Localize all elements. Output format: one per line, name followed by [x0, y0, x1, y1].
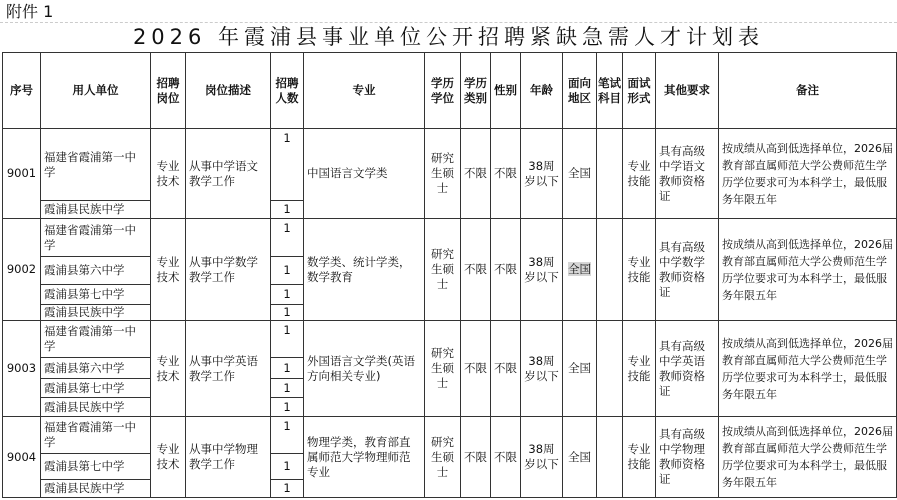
unit-cell: 霞浦县第七中学: [41, 379, 151, 398]
major-cell: 数学类、统计学类，数学教育: [304, 219, 425, 321]
age-cell: 38周岁以下: [521, 321, 563, 417]
unit-cell: 霞浦县第七中学: [41, 285, 151, 305]
attachment-label: 附件 1: [6, 2, 54, 21]
count-cell: 1: [271, 417, 304, 454]
exam-cell: [597, 219, 623, 321]
unit-cell: 霞浦县民族中学: [41, 305, 151, 321]
remark-cell: 按成绩从高到低选择单位，2026届教育部直属师范大学公费师范生学历学位要求可为本科学士，最低服务年限五年: [719, 219, 897, 321]
header-gender: 性别: [491, 53, 521, 129]
count-cell: 1: [271, 398, 304, 417]
unit-cell: 霞浦县民族中学: [41, 398, 151, 417]
header-interview: 面试形式: [623, 53, 656, 129]
count-cell: 1: [271, 379, 304, 398]
header-count: 招聘人数: [271, 53, 304, 129]
post-cell: 专业技术: [151, 321, 186, 417]
gender-cell: 不限: [491, 219, 521, 321]
degree-cell: 研究生硕士: [425, 321, 461, 417]
count-cell: 1: [271, 358, 304, 379]
page-title: 2026 年霞浦县事业单位公开招聘紧缺急需人才计划表: [132, 25, 765, 49]
count-cell: 1: [271, 454, 304, 480]
interview-cell: 专业技能: [623, 219, 656, 321]
header-seq: 序号: [3, 53, 41, 129]
unit-cell: 霞浦县第六中学: [41, 257, 151, 285]
post-cell: 专业技术: [151, 129, 186, 219]
region-cell: 全国: [563, 129, 597, 219]
other-cell: 具有高级中学英语教师资格证: [656, 321, 719, 417]
exam-cell: [597, 321, 623, 417]
major-cell: 物理学类，教育部直属师范大学物理师范专业: [304, 417, 425, 498]
count-cell: 1: [271, 305, 304, 321]
unit-cell: 霞浦县第六中学: [41, 358, 151, 379]
remark-cell: 按成绩从高到低选择单位，2026届教育部直属师范大学公费师范生学历学位要求可为本科学士，最低服务年限五年: [719, 129, 897, 219]
degree-cell: 研究生硕士: [425, 417, 461, 498]
age-cell: 38周岁以下: [521, 417, 563, 498]
degree-cell: 研究生硕士: [425, 219, 461, 321]
edu-type-cell: 不限: [461, 321, 491, 417]
header-major: 专业: [304, 53, 425, 129]
post-cell: 专业技术: [151, 219, 186, 321]
recruitment-table: [2, 52, 897, 498]
count-cell: 1: [271, 201, 304, 219]
region-cell: 全国: [563, 321, 597, 417]
region-cell: [563, 219, 597, 321]
unit-cell: 福建省霞浦第一中学: [41, 219, 151, 257]
interview-cell: 专业技能: [623, 321, 656, 417]
header-other: 其他要求: [656, 53, 719, 129]
seq-cell: 9002: [3, 219, 41, 321]
remark-cell: 按成绩从高到低选择单位，2026届教育部直属师范大学公费师范生学历学位要求可为本科学士，最低服务年限五年: [719, 417, 897, 498]
remark-cell: 按成绩从高到低选择单位，2026届教育部直属师范大学公费师范生学历学位要求可为本科学士，最低服务年限五年: [719, 321, 897, 417]
header-age: 年龄: [521, 53, 563, 129]
seq-cell: 9001: [3, 129, 41, 219]
table-row: [3, 417, 897, 454]
degree-cell: 研究生硕士: [425, 129, 461, 219]
count-cell: 1: [271, 219, 304, 257]
exam-cell: [597, 129, 623, 219]
edu-type-cell: 不限: [461, 219, 491, 321]
unit-cell: 霞浦县第七中学: [41, 454, 151, 480]
seq-cell: 9004: [3, 417, 41, 498]
desc-cell: 从事中学数学教学工作: [186, 219, 271, 321]
desc-cell: 从事中学语文教学工作: [186, 129, 271, 219]
header-edu-type: 学历类别: [461, 53, 491, 129]
exam-cell: [597, 417, 623, 498]
post-cell: 专业技术: [151, 417, 186, 498]
interview-cell: 专业技能: [623, 417, 656, 498]
table-row: [3, 219, 897, 257]
header-degree: 学历学位: [425, 53, 461, 129]
gender-cell: 不限: [491, 417, 521, 498]
other-cell: 具有高级中学数学教师资格证: [656, 219, 719, 321]
count-cell: 1: [271, 129, 304, 201]
header-post: 招聘岗位: [151, 53, 186, 129]
desc-cell: 从事中学英语教学工作: [186, 321, 271, 417]
unit-cell: 福建省霞浦第一中学: [41, 321, 151, 358]
unit-cell: 福建省霞浦第一中学: [41, 417, 151, 454]
header-desc: 岗位描述: [186, 53, 271, 129]
count-cell: 1: [271, 480, 304, 498]
table-row: [3, 129, 897, 201]
header-exam: 笔试科目: [597, 53, 623, 129]
header-region: 面向地区: [563, 53, 597, 129]
edu-type-cell: 不限: [461, 129, 491, 219]
header-unit: 用人单位: [41, 53, 151, 129]
header-remark: 备注: [719, 53, 897, 129]
region-cell: 全国: [563, 417, 597, 498]
unit-cell: 福建省霞浦第一中学: [41, 129, 151, 201]
unit-cell: 霞浦县民族中学: [41, 201, 151, 219]
region-selection: 全国: [568, 262, 591, 276]
seq-cell: 9003: [3, 321, 41, 417]
age-cell: 38周岁以下: [521, 129, 563, 219]
desc-cell: 从事中学物理教学工作: [186, 417, 271, 498]
interview-cell: 专业技能: [623, 129, 656, 219]
count-cell: 1: [271, 257, 304, 285]
other-cell: 具有高级中学物理教师资格证: [656, 417, 719, 498]
count-cell: 1: [271, 285, 304, 305]
gender-cell: 不限: [491, 129, 521, 219]
edu-type-cell: 不限: [461, 417, 491, 498]
major-cell: 中国语言文学类: [304, 129, 425, 219]
count-cell: 1: [271, 321, 304, 358]
table-row: [3, 321, 897, 358]
unit-cell: 霞浦县民族中学: [41, 480, 151, 498]
age-cell: 38周岁以下: [521, 219, 563, 321]
major-cell: 外国语言文学类(英语方向相关专业): [304, 321, 425, 417]
other-cell: 具有高级中学语文教师资格证: [656, 129, 719, 219]
gender-cell: 不限: [491, 321, 521, 417]
